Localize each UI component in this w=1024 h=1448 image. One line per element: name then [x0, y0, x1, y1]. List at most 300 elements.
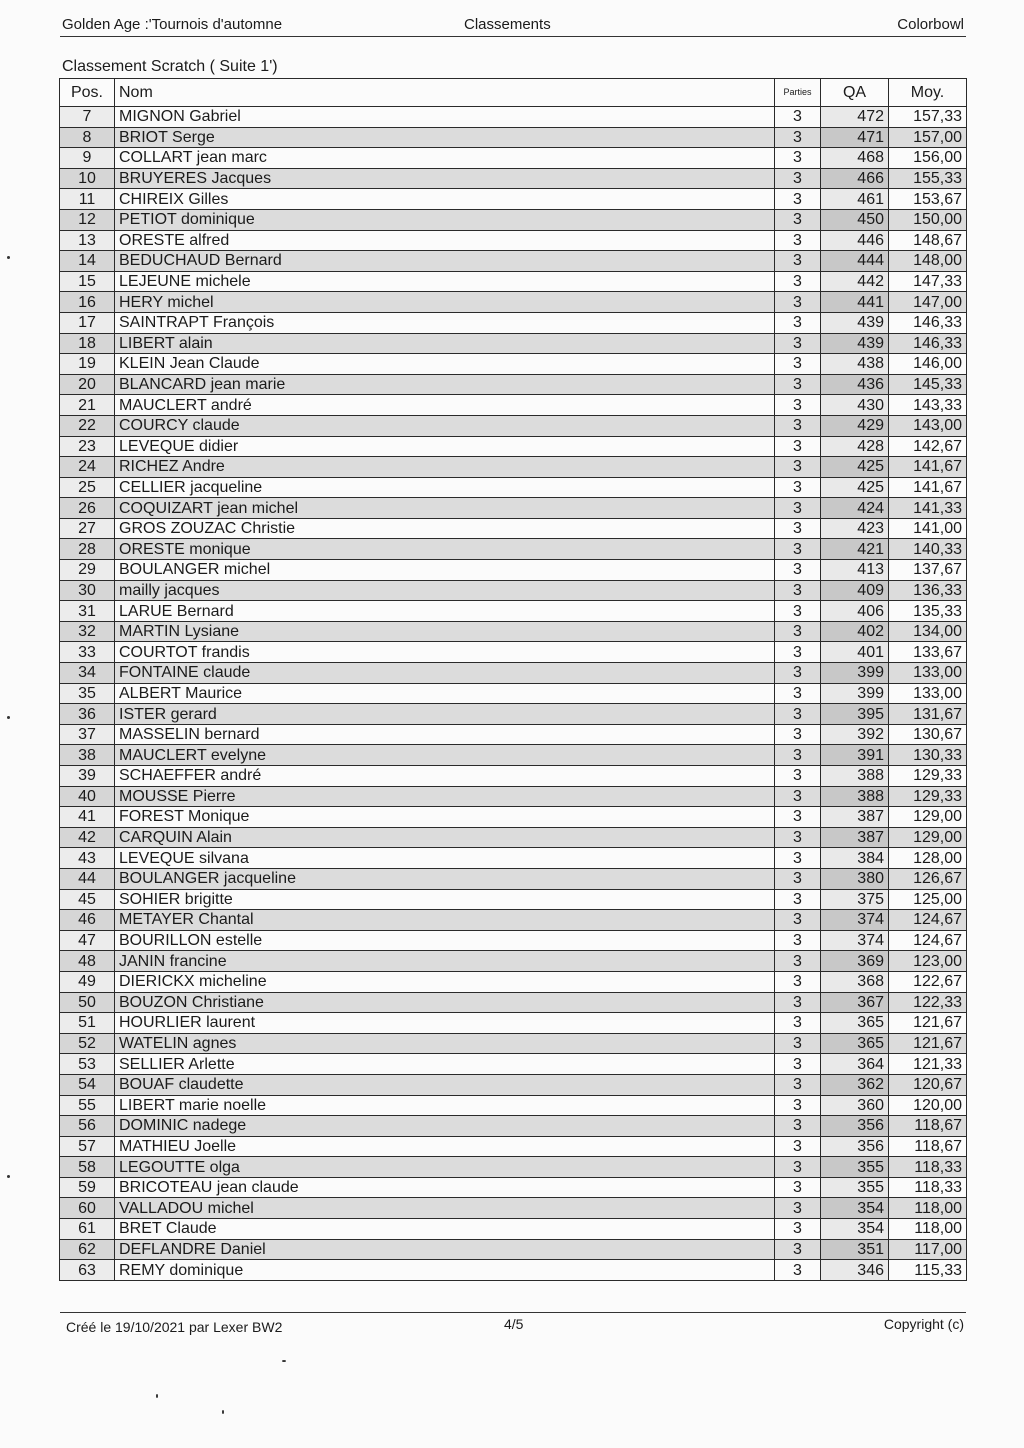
cell-moy: 157,33	[889, 107, 967, 128]
table-row	[60, 189, 967, 210]
table-row	[60, 127, 967, 148]
cell-parties: 3	[775, 704, 821, 725]
cell-qa: 374	[821, 930, 889, 951]
table-row	[60, 292, 967, 313]
cell-nom: SCHAEFFER andré	[115, 766, 775, 787]
cell-pos: 43	[60, 848, 115, 869]
cell-pos: 55	[60, 1095, 115, 1116]
table-row	[60, 848, 967, 869]
cell-qa: 351	[821, 1239, 889, 1260]
table-row	[60, 683, 967, 704]
cell-nom: LEGOUTTE olga	[115, 1157, 775, 1178]
cell-moy: 146,33	[889, 333, 967, 354]
scan-speck	[7, 1175, 10, 1178]
cell-moy: 115,33	[889, 1260, 967, 1281]
cell-pos: 45	[60, 889, 115, 910]
cell-pos: 51	[60, 1013, 115, 1034]
cell-qa: 369	[821, 951, 889, 972]
cell-moy: 147,33	[889, 271, 967, 292]
cell-pos: 13	[60, 230, 115, 251]
cell-pos: 19	[60, 354, 115, 375]
cell-moy: 140,33	[889, 539, 967, 560]
cell-pos: 9	[60, 148, 115, 169]
cell-qa: 421	[821, 539, 889, 560]
cell-parties: 3	[775, 683, 821, 704]
cell-moy: 121,67	[889, 1013, 967, 1034]
table-row	[60, 477, 967, 498]
cell-pos: 30	[60, 580, 115, 601]
cell-moy: 122,33	[889, 992, 967, 1013]
cell-parties: 3	[775, 209, 821, 230]
header-tournament-title: Golden Age :'Tournois d'automne	[62, 16, 283, 33]
table-row	[60, 395, 967, 416]
cell-qa: 466	[821, 168, 889, 189]
cell-pos: 17	[60, 312, 115, 333]
cell-pos: 27	[60, 518, 115, 539]
cell-qa: 424	[821, 498, 889, 519]
cell-parties: 3	[775, 1013, 821, 1034]
cell-moy: 133,67	[889, 642, 967, 663]
cell-nom: MAUCLERT evelyne	[115, 745, 775, 766]
cell-nom: BLANCARD jean marie	[115, 374, 775, 395]
cell-parties: 3	[775, 271, 821, 292]
cell-pos: 8	[60, 127, 115, 148]
scan-speck	[222, 1410, 224, 1414]
cell-parties: 3	[775, 230, 821, 251]
cell-pos: 20	[60, 374, 115, 395]
cell-nom: ORESTE alfred	[115, 230, 775, 251]
cell-moy: 142,67	[889, 436, 967, 457]
cell-nom: BRIOT Serge	[115, 127, 775, 148]
cell-moy: 129,00	[889, 807, 967, 828]
cell-parties: 3	[775, 312, 821, 333]
cell-moy: 153,67	[889, 189, 967, 210]
cell-moy: 118,00	[889, 1198, 967, 1219]
column-header-moy: Moy.	[889, 79, 967, 107]
cell-parties: 3	[775, 663, 821, 684]
cell-pos: 35	[60, 683, 115, 704]
cell-pos: 38	[60, 745, 115, 766]
scan-speck	[156, 1394, 158, 1398]
cell-nom: BOULANGER michel	[115, 560, 775, 581]
table-header-row	[60, 79, 967, 107]
cell-nom: BOURILLON estelle	[115, 930, 775, 951]
cell-nom: DOMINIC nadege	[115, 1116, 775, 1137]
cell-pos: 61	[60, 1219, 115, 1240]
table-row	[60, 930, 967, 951]
cell-nom: MIGNON Gabriel	[115, 107, 775, 128]
cell-pos: 56	[60, 1116, 115, 1137]
cell-moy: 135,33	[889, 601, 967, 622]
table-row	[60, 1074, 967, 1095]
cell-moy: 133,00	[889, 663, 967, 684]
cell-qa: 355	[821, 1157, 889, 1178]
cell-parties: 3	[775, 189, 821, 210]
table-row	[60, 1033, 967, 1054]
cell-pos: 11	[60, 189, 115, 210]
table-row	[60, 1239, 967, 1260]
cell-nom: HOURLIER laurent	[115, 1013, 775, 1034]
table-row	[60, 1136, 967, 1157]
cell-nom: FONTAINE claude	[115, 663, 775, 684]
table-row	[60, 457, 967, 478]
ranking-table	[59, 78, 967, 1281]
cell-pos: 34	[60, 663, 115, 684]
table-row	[60, 498, 967, 519]
cell-qa: 356	[821, 1136, 889, 1157]
table-row	[60, 539, 967, 560]
cell-pos: 12	[60, 209, 115, 230]
table-row	[60, 1116, 967, 1137]
cell-nom: ALBERT Maurice	[115, 683, 775, 704]
cell-parties: 3	[775, 415, 821, 436]
cell-parties: 3	[775, 1219, 821, 1240]
cell-parties: 3	[775, 374, 821, 395]
cell-qa: 450	[821, 209, 889, 230]
cell-qa: 384	[821, 848, 889, 869]
table-row	[60, 1177, 967, 1198]
cell-nom: LEVEQUE didier	[115, 436, 775, 457]
cell-pos: 29	[60, 560, 115, 581]
cell-pos: 44	[60, 868, 115, 889]
cell-parties: 3	[775, 848, 821, 869]
cell-nom: METAYER Chantal	[115, 910, 775, 931]
cell-pos: 22	[60, 415, 115, 436]
cell-moy: 141,33	[889, 498, 967, 519]
column-header-qa: QA	[821, 79, 889, 107]
cell-moy: 118,67	[889, 1116, 967, 1137]
cell-pos: 26	[60, 498, 115, 519]
cell-moy: 141,67	[889, 457, 967, 478]
cell-parties: 3	[775, 621, 821, 642]
cell-nom: MATHIEU Joelle	[115, 1136, 775, 1157]
cell-nom: LARUE Bernard	[115, 601, 775, 622]
cell-nom: DIERICKX micheline	[115, 971, 775, 992]
cell-pos: 54	[60, 1074, 115, 1095]
table-row	[60, 354, 967, 375]
cell-qa: 439	[821, 312, 889, 333]
cell-moy: 128,00	[889, 848, 967, 869]
cell-moy: 118,33	[889, 1157, 967, 1178]
table-row	[60, 251, 967, 272]
cell-nom: BRET Claude	[115, 1219, 775, 1240]
cell-pos: 36	[60, 704, 115, 725]
cell-qa: 406	[821, 601, 889, 622]
table-row	[60, 1219, 967, 1240]
cell-nom: LEJEUNE michele	[115, 271, 775, 292]
cell-qa: 436	[821, 374, 889, 395]
cell-pos: 60	[60, 1198, 115, 1219]
cell-qa: 391	[821, 745, 889, 766]
table-row	[60, 827, 967, 848]
table-row	[60, 1157, 967, 1178]
cell-qa: 388	[821, 786, 889, 807]
cell-pos: 47	[60, 930, 115, 951]
cell-pos: 50	[60, 992, 115, 1013]
cell-pos: 18	[60, 333, 115, 354]
cell-qa: 360	[821, 1095, 889, 1116]
cell-parties: 3	[775, 560, 821, 581]
cell-moy: 130,67	[889, 724, 967, 745]
page-footer	[60, 1312, 966, 1337]
cell-qa: 425	[821, 477, 889, 498]
cell-parties: 3	[775, 807, 821, 828]
cell-nom: FOREST Monique	[115, 807, 775, 828]
cell-qa: 354	[821, 1198, 889, 1219]
table-row	[60, 621, 967, 642]
table-row	[60, 518, 967, 539]
cell-nom: MAUCLERT andré	[115, 395, 775, 416]
table-row	[60, 107, 967, 128]
cell-moy: 150,00	[889, 209, 967, 230]
cell-parties: 3	[775, 1095, 821, 1116]
cell-moy: 118,00	[889, 1219, 967, 1240]
cell-qa: 365	[821, 1013, 889, 1034]
table-row	[60, 333, 967, 354]
cell-moy: 157,00	[889, 127, 967, 148]
cell-qa: 387	[821, 827, 889, 848]
scan-speck	[7, 716, 10, 719]
page-header	[60, 14, 966, 37]
cell-qa: 368	[821, 971, 889, 992]
table-row	[60, 436, 967, 457]
cell-parties: 3	[775, 580, 821, 601]
cell-parties: 3	[775, 971, 821, 992]
cell-nom: GROS ZOUZAC Christie	[115, 518, 775, 539]
cell-qa: 399	[821, 683, 889, 704]
cell-nom: COLLART jean marc	[115, 148, 775, 169]
cell-qa: 413	[821, 560, 889, 581]
cell-moy: 125,00	[889, 889, 967, 910]
cell-moy: 146,33	[889, 312, 967, 333]
cell-moy: 145,33	[889, 374, 967, 395]
cell-qa: 364	[821, 1054, 889, 1075]
cell-nom: JANIN francine	[115, 951, 775, 972]
cell-parties: 3	[775, 642, 821, 663]
table-row	[60, 1095, 967, 1116]
cell-qa: 401	[821, 642, 889, 663]
cell-moy: 121,67	[889, 1033, 967, 1054]
cell-qa: 471	[821, 127, 889, 148]
cell-parties: 3	[775, 786, 821, 807]
cell-qa: 472	[821, 107, 889, 128]
cell-qa: 438	[821, 354, 889, 375]
table-row	[60, 704, 967, 725]
table-row	[60, 889, 967, 910]
table-row	[60, 1260, 967, 1281]
cell-parties: 3	[775, 395, 821, 416]
table-row	[60, 415, 967, 436]
cell-moy: 137,67	[889, 560, 967, 581]
cell-pos: 25	[60, 477, 115, 498]
cell-moy: 129,00	[889, 827, 967, 848]
cell-parties: 3	[775, 168, 821, 189]
table-row	[60, 1054, 967, 1075]
cell-nom: MARTIN Lysiane	[115, 621, 775, 642]
cell-parties: 3	[775, 457, 821, 478]
cell-parties: 3	[775, 354, 821, 375]
cell-moy: 148,00	[889, 251, 967, 272]
cell-nom: BRICOTEAU jean claude	[115, 1177, 775, 1198]
cell-parties: 3	[775, 1116, 821, 1137]
table-row	[60, 663, 967, 684]
cell-qa: 429	[821, 415, 889, 436]
table-row	[60, 745, 967, 766]
cell-parties: 3	[775, 951, 821, 972]
table-row	[60, 312, 967, 333]
cell-pos: 31	[60, 601, 115, 622]
cell-nom: DEFLANDRE Daniel	[115, 1239, 775, 1260]
cell-nom: mailly jacques	[115, 580, 775, 601]
cell-qa: 423	[821, 518, 889, 539]
cell-parties: 3	[775, 1177, 821, 1198]
cell-nom: SOHIER brigitte	[115, 889, 775, 910]
cell-qa: 375	[821, 889, 889, 910]
cell-pos: 52	[60, 1033, 115, 1054]
cell-nom: RICHEZ Andre	[115, 457, 775, 478]
table-row	[60, 209, 967, 230]
cell-moy: 143,00	[889, 415, 967, 436]
cell-moy: 121,33	[889, 1054, 967, 1075]
cell-moy: 126,67	[889, 868, 967, 889]
cell-nom: COURTOT frandis	[115, 642, 775, 663]
footer-copyright: Copyright (c)	[883, 1316, 964, 1332]
cell-parties: 3	[775, 498, 821, 519]
cell-qa: 367	[821, 992, 889, 1013]
cell-qa: 387	[821, 807, 889, 828]
cell-pos: 49	[60, 971, 115, 992]
cell-parties: 3	[775, 292, 821, 313]
table-row	[60, 992, 967, 1013]
cell-moy: 122,67	[889, 971, 967, 992]
cell-parties: 3	[775, 1239, 821, 1260]
footer-created-note: Créé le 19/10/2021 par Lexer BW2	[66, 1319, 283, 1335]
column-header-parties: Parties	[775, 79, 821, 107]
table-row	[60, 271, 967, 292]
cell-qa: 425	[821, 457, 889, 478]
cell-parties: 3	[775, 1033, 821, 1054]
cell-pos: 28	[60, 539, 115, 560]
cell-nom: CARQUIN Alain	[115, 827, 775, 848]
cell-nom: ISTER gerard	[115, 704, 775, 725]
cell-nom: BOULANGER jacqueline	[115, 868, 775, 889]
cell-nom: MOUSSE Pierre	[115, 786, 775, 807]
cell-nom: BOUZON Christiane	[115, 992, 775, 1013]
cell-pos: 10	[60, 168, 115, 189]
table-row	[60, 724, 967, 745]
cell-parties: 3	[775, 745, 821, 766]
footer-page-number: 4/5	[504, 1316, 524, 1332]
cell-pos: 57	[60, 1136, 115, 1157]
cell-parties: 3	[775, 766, 821, 787]
cell-parties: 3	[775, 1157, 821, 1178]
cell-moy: 120,67	[889, 1074, 967, 1095]
table-row	[60, 642, 967, 663]
cell-parties: 3	[775, 930, 821, 951]
cell-qa: 461	[821, 189, 889, 210]
table-row	[60, 580, 967, 601]
column-header-nom: Nom	[115, 79, 775, 107]
cell-nom: MASSELIN bernard	[115, 724, 775, 745]
table-row	[60, 230, 967, 251]
table-row	[60, 807, 967, 828]
cell-pos: 16	[60, 292, 115, 313]
table-row	[60, 766, 967, 787]
cell-pos: 14	[60, 251, 115, 272]
cell-pos: 33	[60, 642, 115, 663]
cell-moy: 131,67	[889, 704, 967, 725]
cell-parties: 3	[775, 436, 821, 457]
cell-qa: 441	[821, 292, 889, 313]
page-subtitle: Classement Scratch ( Suite 1')	[62, 58, 278, 75]
cell-moy: 124,67	[889, 930, 967, 951]
cell-parties: 3	[775, 1198, 821, 1219]
table-row	[60, 971, 967, 992]
cell-pos: 46	[60, 910, 115, 931]
cell-moy: 133,00	[889, 683, 967, 704]
cell-pos: 59	[60, 1177, 115, 1198]
cell-qa: 402	[821, 621, 889, 642]
cell-qa: 362	[821, 1074, 889, 1095]
cell-nom: LIBERT alain	[115, 333, 775, 354]
cell-moy: 155,33	[889, 168, 967, 189]
cell-nom: HERY michel	[115, 292, 775, 313]
cell-moy: 123,00	[889, 951, 967, 972]
cell-moy: 143,33	[889, 395, 967, 416]
cell-pos: 37	[60, 724, 115, 745]
cell-moy: 136,33	[889, 580, 967, 601]
cell-moy: 134,00	[889, 621, 967, 642]
table-row	[60, 168, 967, 189]
cell-pos: 42	[60, 827, 115, 848]
cell-parties: 3	[775, 889, 821, 910]
cell-qa: 356	[821, 1116, 889, 1137]
cell-qa: 380	[821, 868, 889, 889]
cell-pos: 53	[60, 1054, 115, 1075]
cell-nom: CELLIER jacqueline	[115, 477, 775, 498]
cell-parties: 3	[775, 251, 821, 272]
cell-nom: SAINTRAPT François	[115, 312, 775, 333]
table-row	[60, 148, 967, 169]
cell-moy: 118,33	[889, 1177, 967, 1198]
cell-qa: 409	[821, 580, 889, 601]
cell-pos: 39	[60, 766, 115, 787]
cell-moy: 117,00	[889, 1239, 967, 1260]
cell-moy: 118,67	[889, 1136, 967, 1157]
table-row	[60, 868, 967, 889]
cell-parties: 3	[775, 333, 821, 354]
cell-pos: 24	[60, 457, 115, 478]
cell-moy: 129,33	[889, 786, 967, 807]
cell-parties: 3	[775, 539, 821, 560]
cell-parties: 3	[775, 107, 821, 128]
cell-qa: 392	[821, 724, 889, 745]
cell-nom: COQUIZART jean michel	[115, 498, 775, 519]
header-section-title: Classements	[464, 16, 551, 33]
table-row	[60, 1198, 967, 1219]
cell-nom: SELLIER Arlette	[115, 1054, 775, 1075]
cell-parties: 3	[775, 1260, 821, 1281]
column-header-pos: Pos.	[60, 79, 115, 107]
cell-moy: 141,00	[889, 518, 967, 539]
cell-parties: 3	[775, 601, 821, 622]
cell-moy: 146,00	[889, 354, 967, 375]
cell-qa: 399	[821, 663, 889, 684]
cell-parties: 3	[775, 868, 821, 889]
cell-qa: 444	[821, 251, 889, 272]
cell-pos: 41	[60, 807, 115, 828]
table-row	[60, 951, 967, 972]
